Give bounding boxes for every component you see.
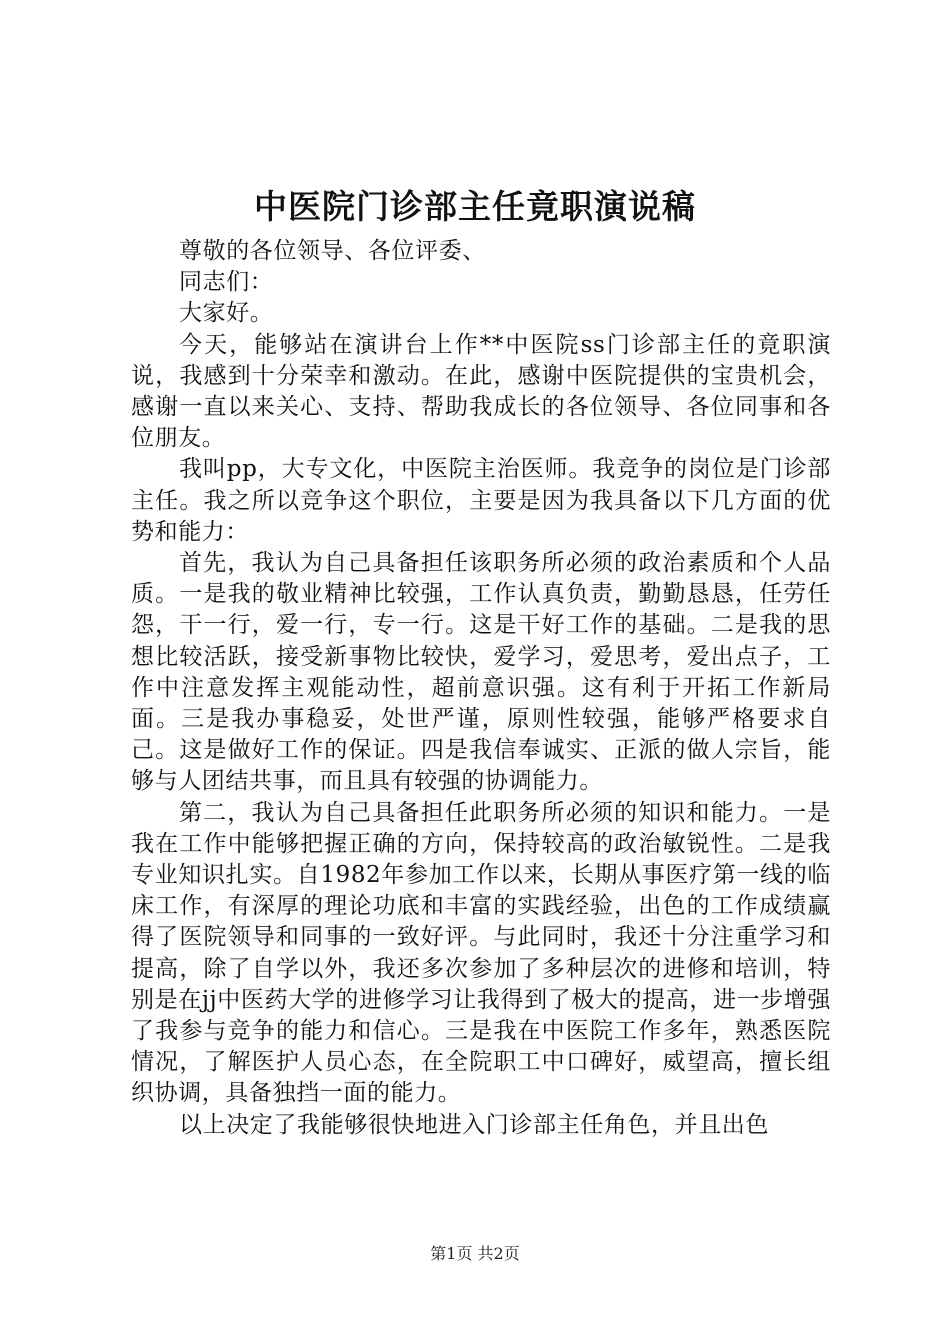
document-body: [131, 236, 831, 1141]
paragraph-salutation: 尊敬的各位领导、各位评委、: [179, 238, 486, 264]
paragraph-self-introduction: 我叫pp，大专文化，中医院主治医师。我竞争的岗位是门诊部主任。我之所以竞争这个职位，主要是因为我具备以下几方面的优势和能力：: [131, 456, 831, 545]
paragraph-second-advantage: 第二，我认为自己具备担任此职务所必须的知识和能力。一是我在工作中能够把握正确的方向，保持较高的政治敏锐性。二是我专业知识扎实。自1982年参加工作以来，长期从事医疗第一线的临床工作，有深厚的理论功底和丰富的实践经验，出色的工作成绩赢得了医院领导和同事的一致好评。与此同时，我还十分注重学习和提高，除了自学以外，我还多次参加了多种层次的进修和培训，特别是在jj中医药大学的进修学习让我得到了极大的提高，进一步增强了我参与竞争的能力和信心。三是我在中医院工作多年，熟悉医院情况，了解医护人员心态，在全院职工中口碑好，威望高，擅长组织协调，具备独挡一面的能力。: [131, 799, 831, 1107]
paragraph-intro: 今天，能够站在演讲台上作**中医院ss门诊部主任的竟职演说，我感到十分荣幸和激动。在此，感谢中医院提供的宝贵机会，感谢一直以来关心、支持、帮助我成长的各位领导、各位同事和各位朋友。: [131, 331, 831, 452]
page-number-footer: 第1页 共2页: [430, 1244, 520, 1263]
paragraph-conclusion: 以上决定了我能够很快地进入门诊部主任角色，并且出色: [179, 1111, 769, 1138]
paragraph-first-advantage: 首先，我认为自己具备担任该职务所必须的政治素质和个人品质。一是我的敬业精神比较强，工作认真负责，勤勤恳恳，任劳任怨，干一行，爱一行，专一行。这是干好工作的基础。二是我的思想比较活跃，接受新事物比较快，爱学习，爱思考，爱出点子，工作中注意发挥主观能动性，超前意识强。这有利于开拓工作新局面。三是我办事稳妥，处世严谨，原则性较强，能够严格要求自己。这是做好工作的保证。四是我信奉诚实、正派的做人宗旨，能够与人团结共事，而且具有较强的协调能力。: [131, 550, 831, 795]
document-title: 中医院门诊部主任竟职演说稿: [254, 187, 696, 226]
paragraph-salutation-comrades: 同志们：: [179, 269, 274, 296]
paragraph-greeting: 大家好。: [179, 300, 274, 327]
